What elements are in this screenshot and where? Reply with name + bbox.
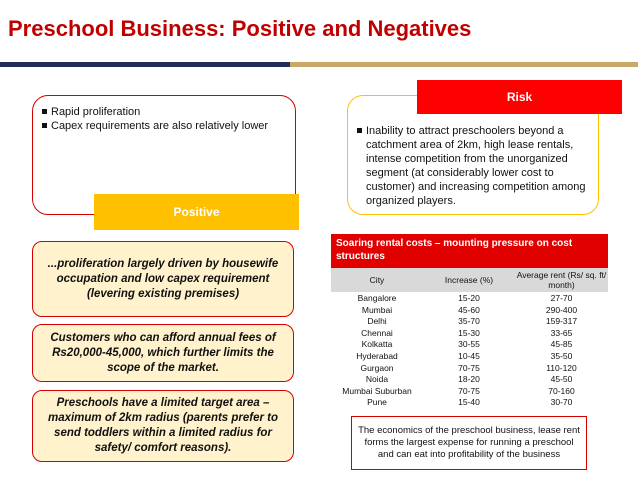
risk-label: Risk (417, 80, 622, 114)
table-row (331, 328, 608, 340)
table-cell-increase: 70-75 (458, 385, 480, 396)
positive-label: Positive (94, 194, 299, 230)
table-cell-rent: 45-50 (550, 374, 573, 385)
table-cell-rent: 30-70 (550, 397, 573, 408)
table-row (331, 339, 608, 351)
table-cell-city: Hyderabad (356, 350, 398, 361)
table-cell-rent: 27-70 (550, 293, 573, 303)
table-cell-city: Delhi (367, 316, 387, 327)
callout-customers: Customers who can afford annual fees of Rs20,000-45,000, which further limits the scope of the market. (32, 324, 294, 382)
rental-table-body (331, 293, 608, 409)
table-cell-city: Mumbai Suburban (342, 385, 412, 396)
positive-bullet: Capex requirements are also relatively lower (41, 119, 291, 133)
table-row (331, 363, 608, 375)
table-cell-rent: 45-85 (550, 339, 573, 350)
positive-bullets (41, 105, 291, 133)
table-cell-city: Chennai (361, 327, 393, 338)
table-row (331, 351, 608, 363)
positive-bullet: Rapid proliferation (41, 105, 291, 119)
column-header-city: City (331, 268, 423, 292)
table-cell-increase: 35-70 (458, 316, 480, 327)
title-rule-blue (0, 62, 290, 67)
risk-bullets (356, 124, 592, 208)
table-row (331, 386, 608, 398)
table-row (331, 305, 608, 317)
economics-note: The economics of the preschool business, lease rent forms the largest expense for running a preschool and can eat into profitability of the business (351, 416, 587, 470)
table-cell-increase: 15-40 (458, 397, 480, 408)
table-cell-rent: 35-50 (550, 350, 573, 361)
table-cell-rent: 110-120 (546, 362, 577, 373)
table-cell-increase: 18-20 (458, 374, 480, 385)
table-cell-city: Noida (365, 374, 389, 385)
table-cell-rent: 70-160 (548, 385, 575, 396)
table-cell-increase: 15-30 (458, 327, 480, 338)
table-cell-rent: 290-400 (545, 304, 578, 315)
table-cell-city: Bangalore (357, 293, 397, 303)
title-rule-gold (290, 62, 638, 67)
table-cell-increase: 15-20 (458, 293, 480, 303)
rental-table-heading: Soaring rental costs – mounting pressure on cost structures (331, 234, 608, 268)
table-row (331, 397, 608, 409)
table-cell-increase: 70-75 (458, 362, 480, 373)
table-row (331, 316, 608, 328)
table-cell-increase: 10-45 (458, 350, 480, 361)
column-header-increase: Increase (%) (423, 268, 515, 292)
table-cell-increase: 45-60 (458, 304, 480, 315)
table-cell-city: Gurgaon (360, 362, 394, 373)
table-row (331, 293, 608, 305)
table-cell-rent: 33-65 (550, 327, 573, 338)
callout-target-area: Preschools have a limited target area – maximum of 2km radius (parents prefer to send toddlers within a limited radius for safety/ comfort reasons). (32, 390, 294, 462)
risk-bullet: Inability to attract preschoolers beyond a catchment area of 2km, high lease rentals, intense competition from the unorganized segment (at considerably lower cost to customer) and increasing competition among organized players. (356, 124, 592, 208)
table-row (331, 374, 608, 386)
table-cell-rent: 159-317 (545, 316, 578, 327)
table-cell-city: Kolkatta (361, 339, 393, 350)
callout-proliferation: ...proliferation largely driven by housewife occupation and low capex requirement (levering existing premises) (32, 241, 294, 317)
table-cell-city: Pune (367, 397, 387, 408)
column-header-rent: Average rent (Rs/ sq. ft/ month) (516, 270, 607, 290)
page-title: Preschool Business: Positive and Negatives (8, 16, 472, 41)
table-cell-increase: 30-55 (458, 339, 480, 350)
table-cell-city: Mumbai (361, 304, 393, 315)
